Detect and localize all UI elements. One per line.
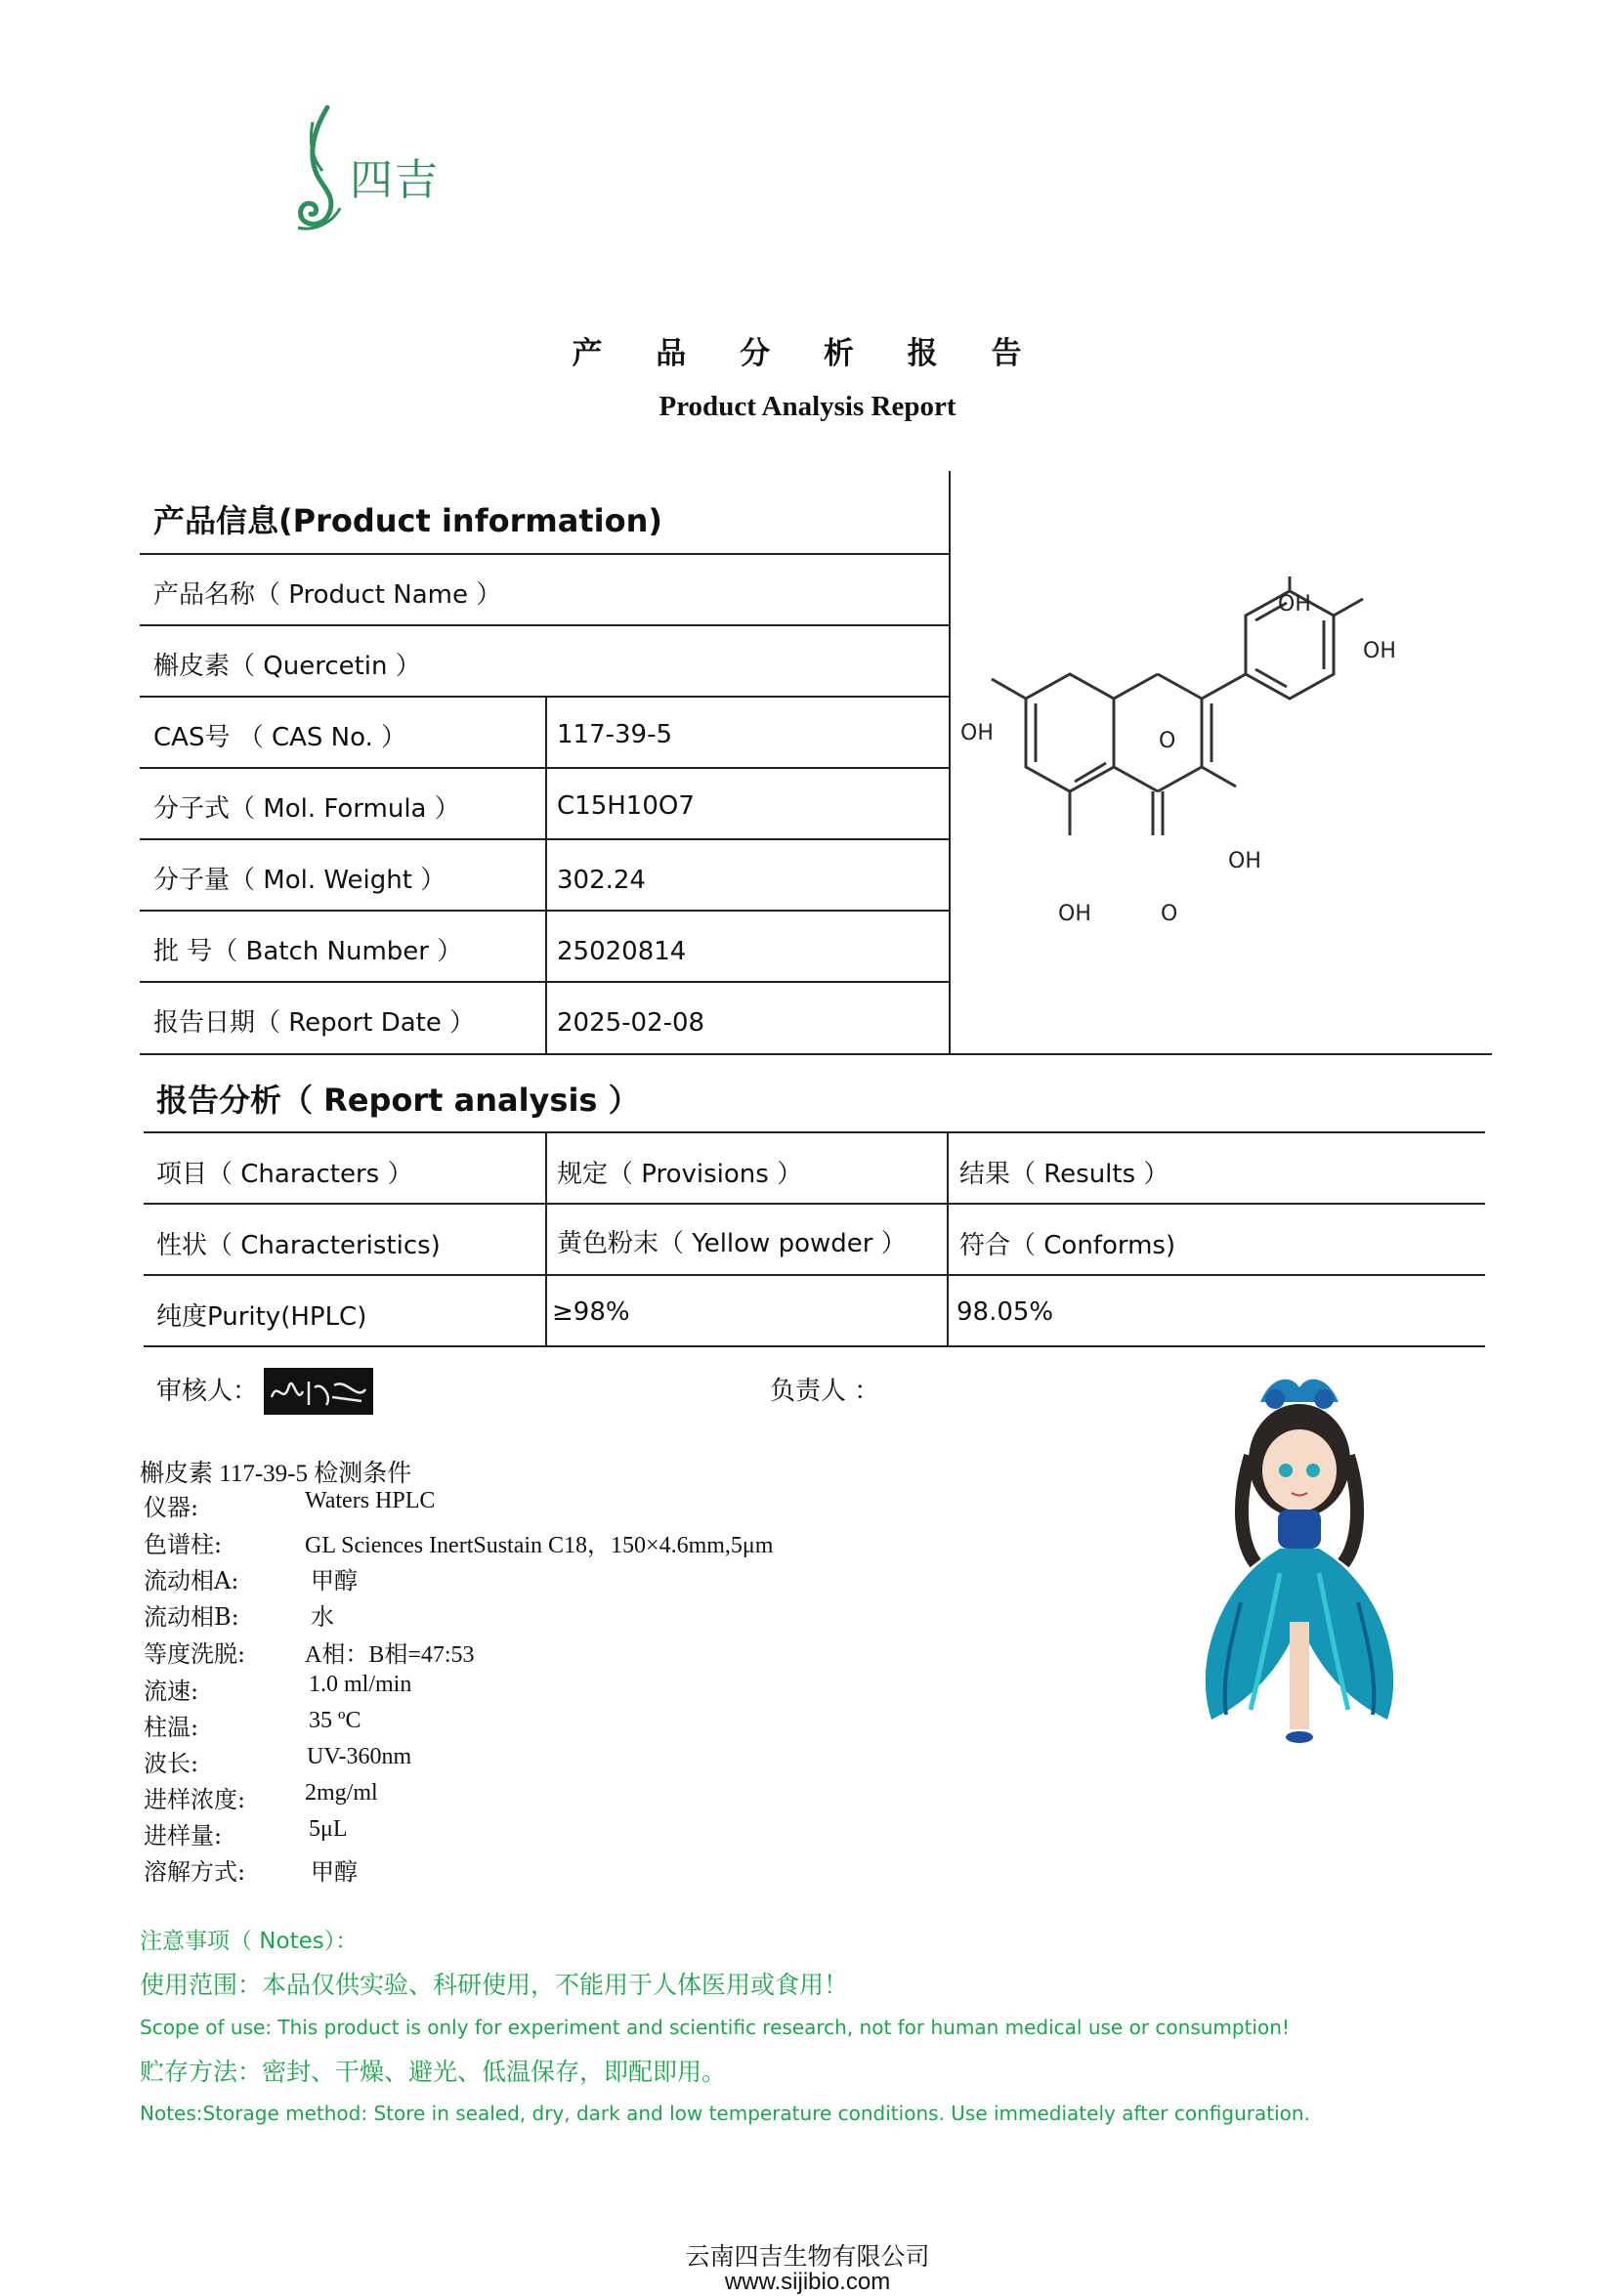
condition-label: 溶解方式: bbox=[144, 1858, 246, 1886]
notes-scope-english: Scope of use: This product is only for experiment and scientific research, not for human medical use or consumption! bbox=[140, 2016, 1290, 2039]
row-purity-provision: ≥98% bbox=[552, 1297, 630, 1327]
product-info-heading: 产品信息(Product information) bbox=[153, 502, 662, 539]
reviewer-signature-image bbox=[264, 1368, 373, 1415]
conditions-title: 槲皮素 117-39-5 检测条件 bbox=[140, 1461, 412, 1487]
weight-label: 分子量（ Mol. Weight ） bbox=[153, 866, 446, 895]
condition-value: A相：B相=47:53 bbox=[305, 1642, 475, 1668]
condition-value: 1.0 ml/min bbox=[309, 1672, 412, 1697]
report-analysis-heading: 报告分析（ Report analysis ） bbox=[156, 1082, 640, 1119]
notes-storage-chinese: 贮存方法：密封、干燥、避光、低温保存，即配即用。 bbox=[140, 2058, 727, 2086]
condition-label: 等度洗脱: bbox=[144, 1640, 246, 1668]
quercetin-structure-diagram bbox=[953, 572, 1451, 933]
table-line bbox=[140, 553, 950, 555]
notes-scope-chinese: 使用范围：本品仅供实验、科研使用，不能用于人体医用或食用！ bbox=[140, 1971, 849, 1999]
cas-label: CAS号 （ CAS No. ） bbox=[153, 723, 407, 752]
condition-label: 仪器: bbox=[144, 1494, 199, 1521]
table-line bbox=[144, 1345, 1485, 1347]
o-keto-label: O bbox=[1161, 902, 1178, 926]
header-provisions: 规定（ Provisions ） bbox=[557, 1160, 803, 1189]
footer-company: 云南四吉生物有限公司 bbox=[685, 2242, 930, 2271]
reviewer-label: 审核人： bbox=[156, 1377, 259, 1406]
product-name-label: 产品名称（ Product Name ） bbox=[153, 580, 502, 610]
condition-value: 2mg/ml bbox=[305, 1780, 378, 1806]
oh-bottom-label: OH bbox=[1058, 902, 1091, 926]
condition-value: 甲醇 bbox=[311, 1860, 358, 1886]
table-line bbox=[144, 1274, 1485, 1276]
condition-value: Waters HPLC bbox=[305, 1488, 436, 1513]
row-purity-label: 纯度Purity(HPLC) bbox=[156, 1302, 367, 1332]
condition-label: 流动相A: bbox=[144, 1567, 239, 1594]
weight-value: 302.24 bbox=[557, 866, 646, 895]
cas-value: 117-39-5 bbox=[557, 720, 673, 749]
row-characteristics-result: 符合（ Conforms) bbox=[959, 1231, 1176, 1260]
batch-label: 批 号（ Batch Number ） bbox=[153, 937, 463, 966]
notes-storage-english: Notes:Storage method: Store in sealed, dry, dark and low temperature conditions. Use immediately after configuration. bbox=[140, 2102, 1310, 2125]
batch-value: 25020814 bbox=[557, 937, 687, 966]
logo-text: 四吉 bbox=[350, 155, 440, 205]
condition-value: UV-360nm bbox=[307, 1744, 412, 1769]
condition-label: 流速: bbox=[144, 1678, 199, 1705]
condition-label: 色谱柱: bbox=[144, 1531, 223, 1558]
condition-label: 波长: bbox=[144, 1750, 199, 1777]
condition-label: 进样浓度: bbox=[144, 1786, 246, 1813]
o-ring-label: O bbox=[1159, 729, 1176, 753]
formula-label: 分子式（ Mol. Formula ） bbox=[153, 794, 460, 824]
condition-value: 甲醇 bbox=[311, 1569, 358, 1594]
table-line bbox=[140, 1053, 1492, 1055]
header-results: 结果（ Results ） bbox=[959, 1160, 1169, 1189]
condition-label: 流动相B: bbox=[144, 1603, 239, 1631]
condition-label: 进样量: bbox=[144, 1822, 223, 1850]
condition-value: 水 bbox=[311, 1605, 334, 1631]
condition-value: 35 ºC bbox=[309, 1708, 361, 1733]
oh-mid-label: OH bbox=[1228, 849, 1261, 873]
table-line bbox=[144, 1203, 1485, 1205]
table-vertical-divider-mid bbox=[545, 696, 547, 1053]
row-purity-result: 98.05% bbox=[956, 1297, 1054, 1327]
responsible-label: 负责人 ： bbox=[770, 1377, 880, 1406]
table-vertical-divider-right bbox=[949, 471, 951, 1054]
mascot-illustration bbox=[1182, 1378, 1417, 1749]
oh-right-label: OH bbox=[1363, 639, 1396, 663]
row-characteristics-label: 性状（ Characteristics) bbox=[156, 1231, 441, 1260]
footer-url[interactable]: www.sijibio.com bbox=[724, 2269, 891, 2295]
product-name-value: 槲皮素（ Quercetin ） bbox=[153, 652, 421, 681]
title-chinese: 产 品 分 析 报 告 bbox=[572, 336, 1043, 371]
oh-top-label: OH bbox=[1278, 592, 1311, 617]
title-english: Product Analysis Report bbox=[659, 391, 956, 422]
table-line bbox=[144, 1131, 1485, 1133]
date-value: 2025-02-08 bbox=[557, 1008, 705, 1038]
condition-label: 柱温: bbox=[144, 1714, 199, 1741]
oh-left-label: OH bbox=[960, 721, 994, 745]
condition-value: 5μL bbox=[309, 1816, 348, 1842]
condition-value: GL Sciences InertSustain C18，150×4.6mm,5μm bbox=[305, 1533, 774, 1558]
header-characters: 项目（ Characters ） bbox=[156, 1160, 413, 1189]
row-characteristics-provision: 黄色粉末（ Yellow powder ） bbox=[557, 1229, 907, 1258]
date-label: 报告日期（ Report Date ） bbox=[153, 1008, 476, 1038]
table-vertical-divider bbox=[947, 1131, 949, 1346]
table-line bbox=[140, 624, 950, 626]
formula-value: C15H10O7 bbox=[557, 791, 695, 821]
table-vertical-divider bbox=[545, 1131, 547, 1346]
notes-title: 注意事项（ Notes）： bbox=[140, 1929, 359, 1954]
